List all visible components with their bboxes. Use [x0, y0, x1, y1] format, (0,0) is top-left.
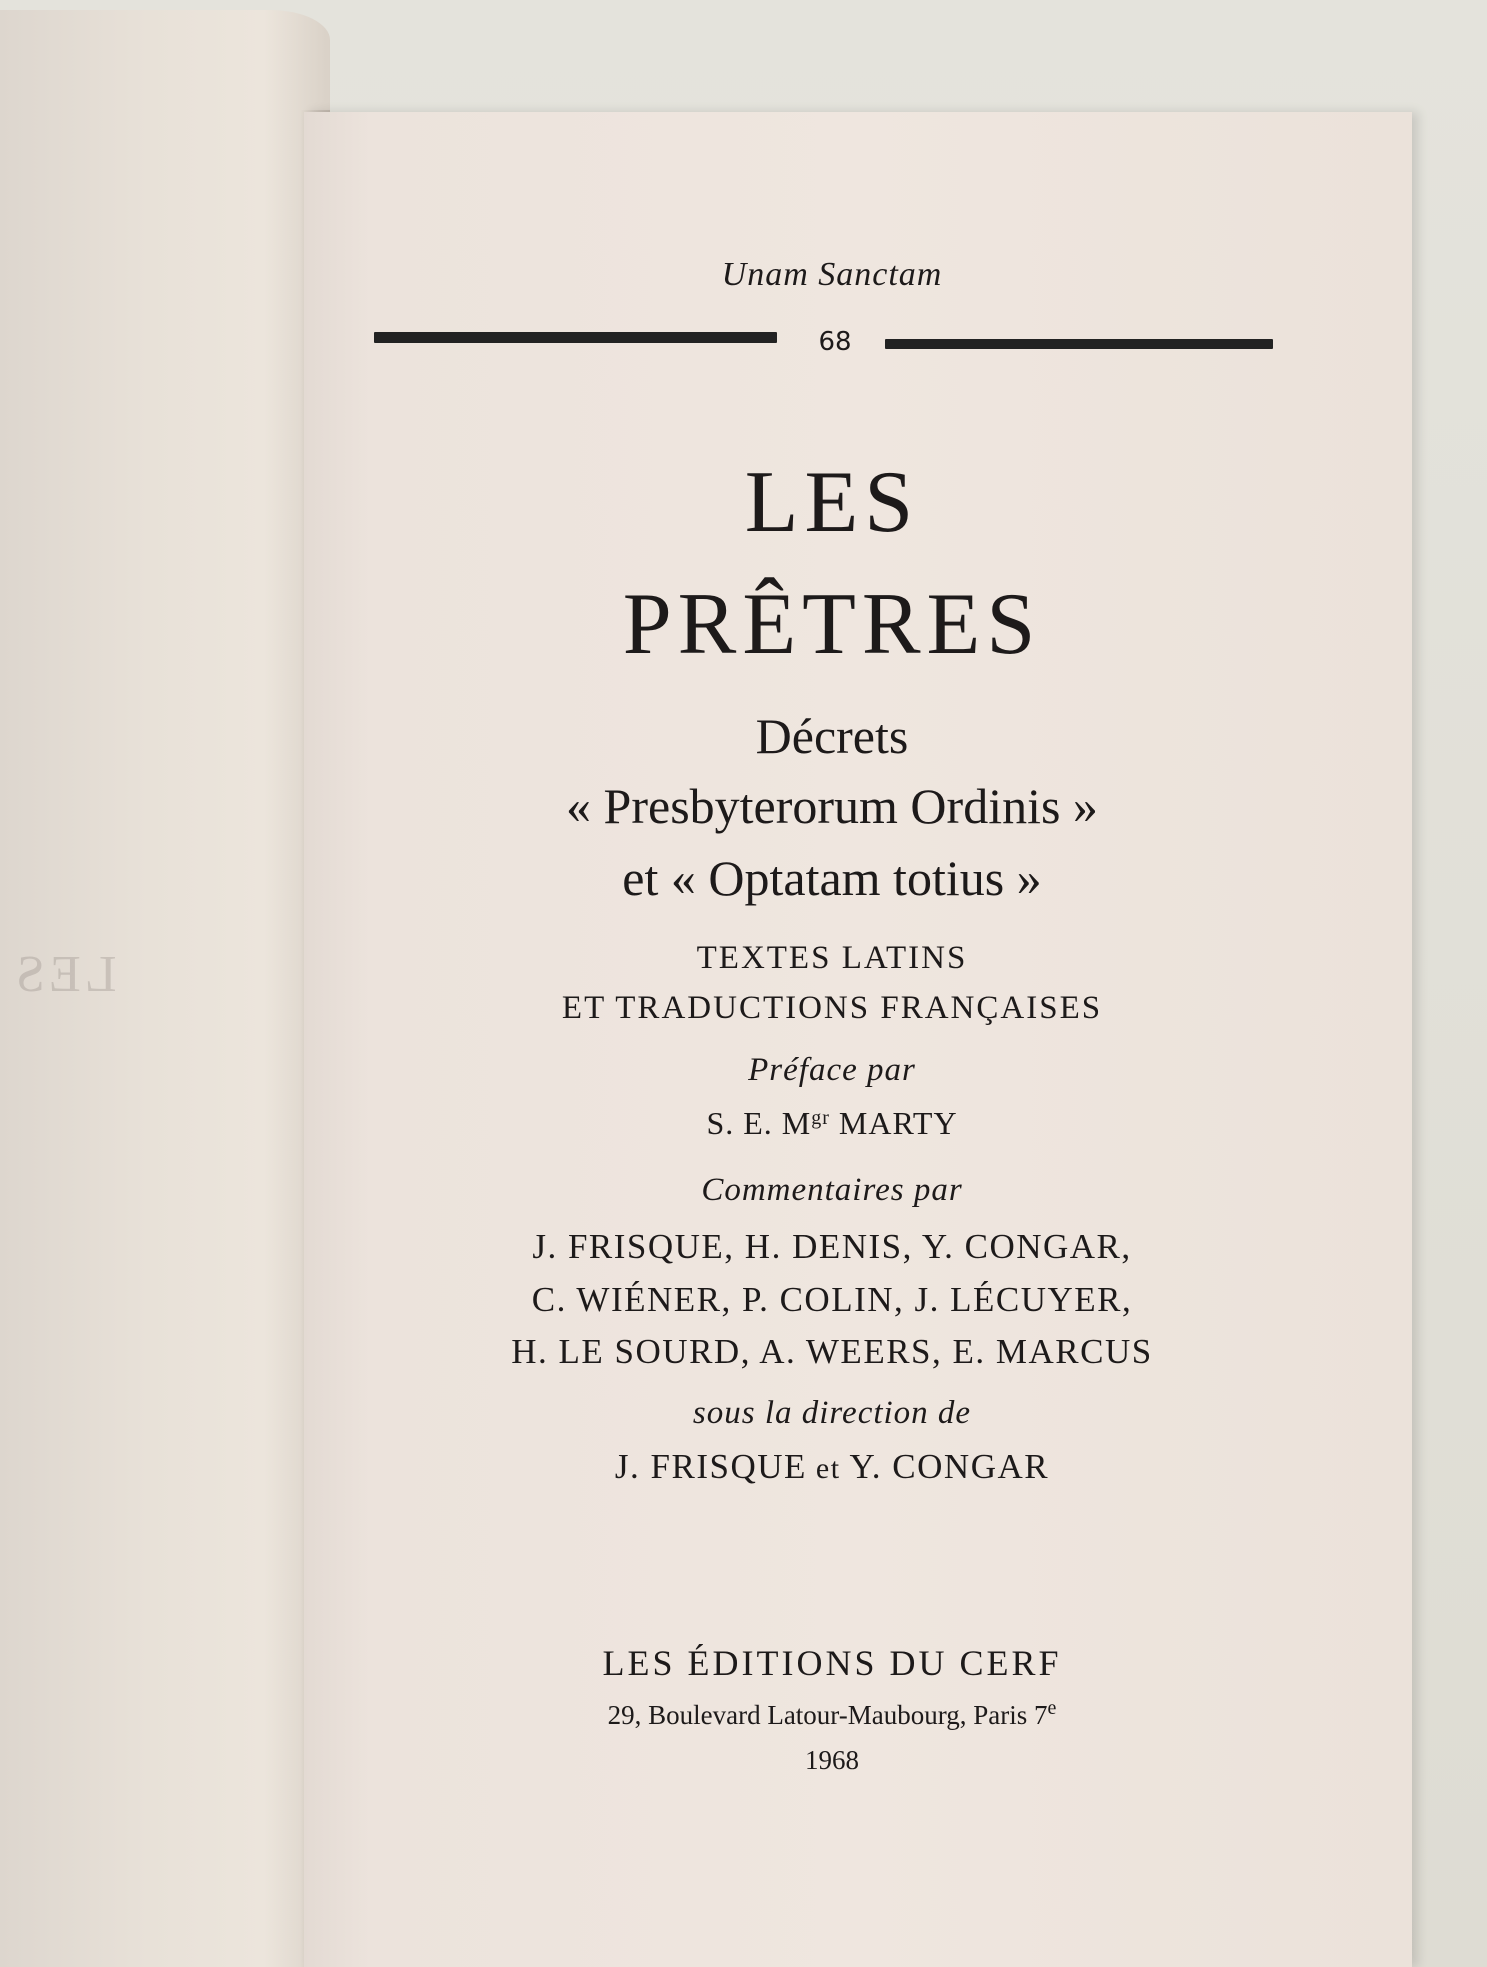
show-through-text: LES: [12, 946, 117, 1003]
subtitle-line-3: et « Optatam totius »: [622, 850, 1042, 906]
preface-author: [304, 1105, 1360, 1142]
title-page-content: [304, 112, 1412, 1967]
publication-year: 1968: [805, 1745, 859, 1775]
series-name: Unam Sanctam: [721, 256, 943, 293]
preface-author-name: MARTY: [829, 1105, 958, 1141]
series-rule-left: [374, 332, 777, 343]
preface-author-superscript: gr: [811, 1107, 830, 1129]
publisher-address-superscript: e: [1047, 1697, 1057, 1719]
commentators-line-2: C. WIÉNER, P. COLIN, J. LÉCUYER,: [531, 1280, 1133, 1319]
texts-line-2: ET TRADUCTIONS FRANÇAISES: [561, 990, 1103, 1026]
commentators-line-3: H. LE SOURD, A. WEERS, E. MARCUS: [511, 1332, 1153, 1371]
preface-label: Préface par: [748, 1052, 916, 1088]
subtitle-line-2: « Presbyterorum Ordinis »: [566, 778, 1098, 834]
texts-line-1: TEXTES LATINS: [696, 940, 968, 976]
publisher-name: LES ÉDITIONS DU CERF: [602, 1643, 1062, 1683]
direction-name-2: Y. CONGAR: [849, 1447, 1050, 1486]
title-line-1: LES: [744, 454, 920, 551]
direction-connector: et: [806, 1452, 850, 1485]
direction-names: [304, 1447, 1360, 1487]
series-rule-right: [885, 339, 1273, 349]
direction-label: sous la direction de: [692, 1395, 972, 1431]
title-page: [304, 112, 1412, 1967]
publisher-address-main: 29, Boulevard Latour-Maubourg, Paris 7: [607, 1700, 1048, 1730]
commentators-line-1: J. FRISQUE, H. DENIS, Y. CONGAR,: [532, 1227, 1132, 1266]
commentaries-label: Commentaires par: [701, 1172, 963, 1208]
left-facing-page: [0, 10, 330, 1967]
series-number: 68: [818, 327, 852, 357]
publisher-address: [304, 1697, 1360, 1731]
direction-name-1: J. FRISQUE: [614, 1447, 807, 1486]
subtitle-line-1: Décrets: [755, 708, 909, 764]
preface-author-prefix: S. E. M: [706, 1105, 812, 1141]
title-line-2: PRÊTRES: [622, 576, 1042, 673]
